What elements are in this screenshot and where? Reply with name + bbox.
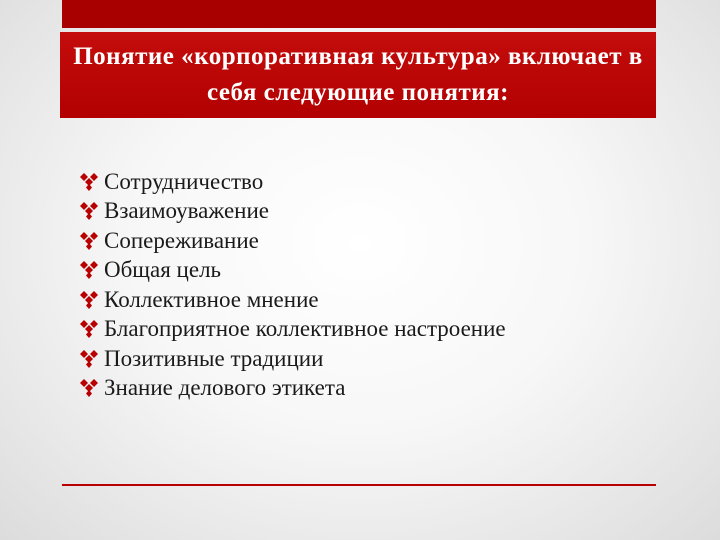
- bullet-text: Сопереживание: [104, 227, 259, 253]
- list-item: [78, 315, 506, 345]
- bullet-text: Взаимоуважение: [104, 198, 270, 224]
- bullet-text: Знание делового этикета: [104, 375, 346, 401]
- list-item: [78, 374, 506, 404]
- diamond-bullet-icon: [78, 319, 100, 339]
- bullet-list: [78, 167, 506, 403]
- top-accent-band: [62, 0, 656, 28]
- bullet-text: Позитивные традиции: [104, 345, 324, 371]
- diamond-bullet-icon: [78, 260, 100, 280]
- diamond-bullet-icon: [78, 378, 100, 398]
- bullet-text: Сотрудничество: [104, 168, 264, 194]
- diamond-bullet-icon: [78, 172, 100, 192]
- title-banner: [60, 32, 656, 118]
- diamond-bullet-icon: [78, 201, 100, 221]
- bullet-text: Коллективное мнение: [104, 286, 319, 312]
- list-item: [78, 226, 506, 256]
- bottom-divider: [62, 484, 656, 486]
- bullet-text: Общая цель: [104, 257, 222, 283]
- list-item: [78, 197, 506, 227]
- list-item: [78, 285, 506, 315]
- list-item: [78, 167, 506, 197]
- diamond-bullet-icon: [78, 231, 100, 251]
- bullet-text: Благоприятное коллективное настроение: [104, 316, 506, 342]
- list-item: [78, 344, 506, 374]
- list-item: [78, 256, 506, 286]
- diamond-bullet-icon: [78, 290, 100, 310]
- diamond-bullet-icon: [78, 349, 100, 369]
- slide-title: Понятие «корпоративная культура» включает в себя следующие понятия:: [73, 43, 643, 106]
